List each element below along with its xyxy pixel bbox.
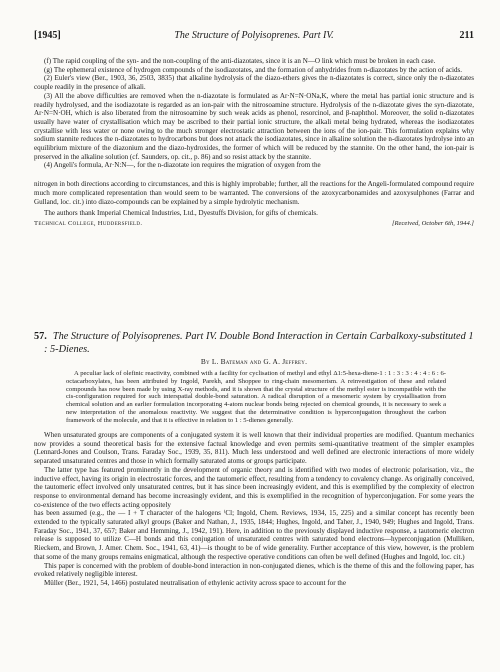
header-year: [1945] <box>34 30 61 41</box>
article-number: 57. <box>34 331 47 342</box>
note-f: (f) The rapid coupling of the syn- and the non-coupling of the anti-diazotates, since it is an N—O link which must be broken in each case. <box>44 57 436 65</box>
new-article <box>34 330 474 588</box>
running-header <box>34 32 474 44</box>
header-running-title: The Structure of Polyisoprenes. Part IV. <box>174 30 334 41</box>
received-date: [Received, October 6th, 1944.] <box>391 219 474 227</box>
body-paragraph-4: This paper is concerned with the problem of double-bond interaction in non-conjugated dienes, which is the theme of this and the following paper, has evoked relatively negligible interest. <box>34 561 474 579</box>
article-body <box>34 431 474 588</box>
body-paragraph-3: has been assumed (e.g., the — I + T character of the halogens ⁽Cl; Ingold, Chem. Reviews, 1934, 15, 225) and a similar concept has recently been extended to the typically saturated alkyl groups (Baker and Nathan, J., 1935, 1844; Hughes, Ingold, and Taher, J., 1940, 949; Hughes and Ingold, Trans. Faraday Soc., 1941, 37, 657; Baker and Hemming, J., 1942, 191). Here, in addition to the previously displayed inductive response, a tautomeric electron release is supposed to utilize C—H bonds and this conjugation of unsaturated centres with saturated bond electrons—hyperconjugation (Mulliken, Rieckem, and Brown, J. Amer. Chem. Soc., 1941, 63, 41)—is thought to be of wide generality. Further acceptance of this view, however, is the problem that some of the many groups remains enigmatical, although the respective operative conditions can often be well defined (Hughes and Ingold, loc. cit.) <box>34 509 474 561</box>
note-4-start: (4) Angeli's formula, Ar·N:N—, for the n-diazotate ion requires the migration of oxygen from the <box>44 161 321 170</box>
body-paragraph-2: The latter type has featured prominently in the development of organic theory and is identified with two modes of electronic polarisation, viz., the inductive effect, having its origin in electrostatic forces, and the tautomeric effect, resulting from a tendency to covalency change. As originally conceived, the tautomeric effect involved only unsaturated centres, but it has since been increasingly evident, and this is exemplified by the complexity of electron response to environmental demand has become increasingly evident, and this is exemplified in the recognition of hyperconjugation. For some years the co-existence of the two effects acting oppositely <box>34 465 474 509</box>
institution: Technical College, Huddersfield. <box>34 219 143 227</box>
note-3: (3) All the above difficulties are removed when the n-diazotate is formulated as Ar·N=N·ONa,K, where the metal has partial ionic structure and is readily hydrolysed, and the isodiazotate is regarded as an ion-pair with the nitrosoamine structure. Hydrolysis of the n-diazotate gives the syn-diazotate, Ar·N=N·OH, which is also liberated from the nitrosoamine by such weak acids as phenol, resorcinol, and β-naphthol. Moreover, the solid n-diazotates usually have water of crystallisation which may be ascribed to their partial ionic structure, the alkali metal being hydrated, whereas the isodiazotates crystallise with less water or none owing to the much stronger electrostatic attraction between the ions of the ion-pair. This formulation explains why sodium stannite reduces the n-diazotates to hydrocarbons but does not attack the isodiazotates, since in alkaline solution the n-diazotates hydrolyse into an equilibrium mixture of the diazonium and the diazo-hydroxides, the former of which will be reduced by the stannite. On the other hand, the ion-pair is preserved in the alkaline solution (cf. Saunders, op. cit., p. 86) and so resist attack by the stannite. <box>34 91 474 161</box>
article-abstract: A peculiar lack of olefinic reactivity, combined with a facility for cyclisation of methyl and ethyl Δ1:5-hexa-diene-1 : 1 : 3 : 3 : 4 : 4 : 6 : 6-octacarboxylates, has been attributed by Ingold, Parekh, and Shoppee to ring-chain mesomerism. A reinvestigation of these and related compounds has now been made by using X-ray methods, and it is shown that the crystal structure of the methyl ester is incompatible with the cis-configuration required for such interspatial double-bond saturation. A radical disruption of a mesomeric system by crystallisation from chemical solution and an earlier formulation incorporating 4-atom nuclear bonds being rejected on chemical grounds, it is necessary to seek a new interpretation of the anomalous reactivity. We suggest that the determinative condition is hyperconjugation throughout the carbon framework of the molecule, and that it is effective in relation to 1 : 5-dienes generally. <box>66 369 446 425</box>
affiliation-line <box>34 220 474 229</box>
note-g: (g) The ephemeral existence of hydrogen compounds of the isodiazotates, and the formation of anhydrides from n-diazotates by the action of acids. <box>44 65 463 74</box>
body-paragraph-5: Müller (Ber., 1921, 54, 1466) postulated neutralisation of ethylenic activity across space to account for the <box>44 579 346 587</box>
article-title-block <box>34 330 474 356</box>
previous-article-notes <box>34 57 474 229</box>
header-page-number: 211 <box>459 30 474 41</box>
article-title: The Structure of Polyisoprenes. Part IV. Double Bond Interaction in Certain Carbalkoxy-substituted 1 : 5-Dienes. <box>44 331 474 355</box>
note-2: (2) Euler's view (Ber., 1903, 36, 2503, 3835) that alkaline hydrolysis of the diazo-ethers gives the n-diazotates is correct, since only the n-diazotates couple readily in the presence of alkali. <box>34 74 474 92</box>
article-authors: By L. Bateman and G. A. Jeffrey. <box>200 357 308 366</box>
body-paragraph-1: When unsaturated groups are components of a conjugated system it is well known that their individual properties are modified. Quantum mechanics now provides a sound theoretical basis for the extensive factual knowledge and even permits semi-quantitative treatment of the simpler examples (Lennard-Jones and Coulson, Trans. Faraday Soc., 1939, 35, 811). Much less understood and well defined are electronic interactions of more widely separated unsaturated centres and those in which formally saturated atoms or groups participate. <box>34 431 474 466</box>
note-4-continued: nitrogen in both directions according to circumstances, and this is highly improbable; further, all the reactions for the Angeli-formulated compound require much more complicated representation than would seem to be warranted. The conversions of the azoxycarbonamides and azoxysulphones (Farrar and Gulland, loc. cit.) into diazo-compounds can be explained by a simple hydrolytic mechanism. <box>34 180 474 206</box>
acknowledgement: The authors thank Imperial Chemical Industries, Ltd., Dyestuffs Division, for gifts of chemicals. <box>44 209 318 218</box>
